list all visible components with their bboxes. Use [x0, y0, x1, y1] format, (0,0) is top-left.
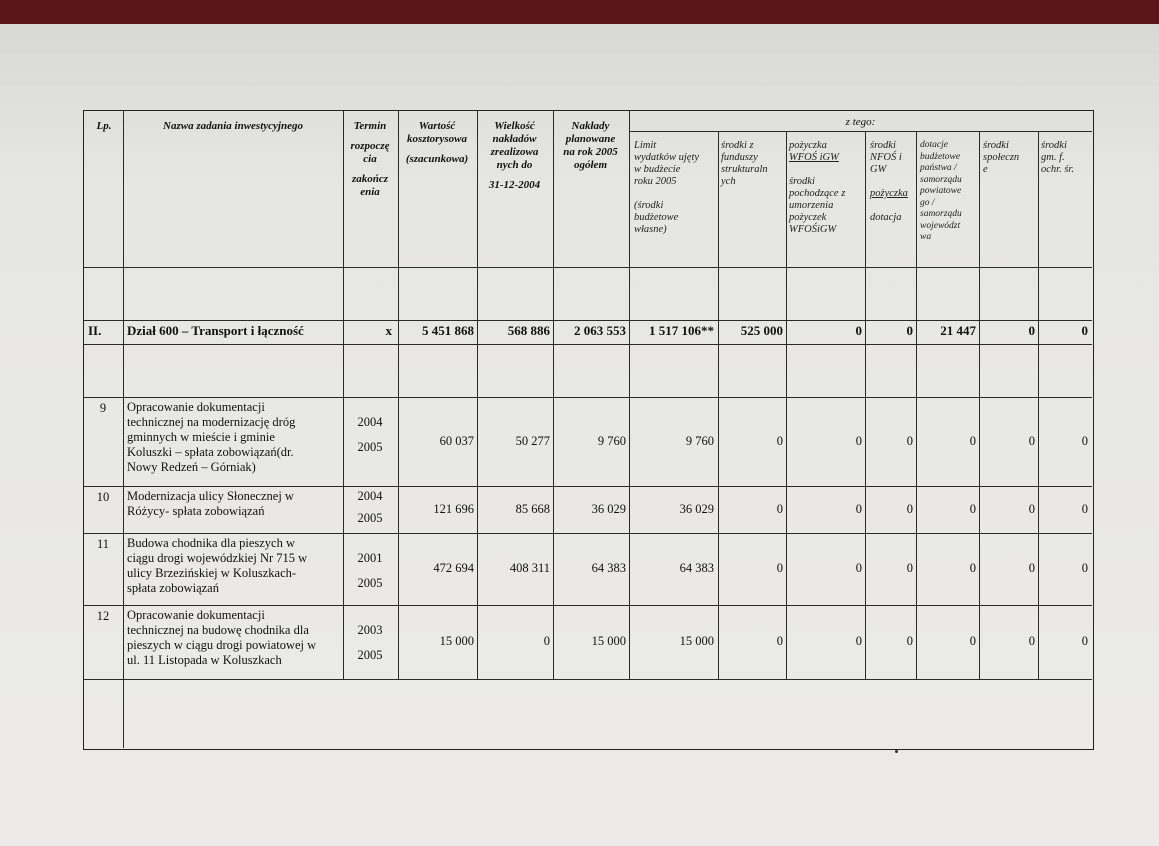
task-name-line: Koluszki – spłata zobowiązań(dr. — [127, 445, 294, 459]
section-term: x — [385, 323, 392, 338]
header-term: Termin rozpoczę cia zakończ enia — [350, 120, 390, 198]
task-name-line: Budowa chodnika dla pieszych w — [127, 536, 296, 550]
subheader-line: samorządu — [920, 174, 962, 185]
subheader-line — [634, 188, 718, 200]
row-value: 0 — [776, 634, 783, 648]
section-name: Dział 600 – Transport i łączność — [127, 323, 304, 338]
row-start-year: 2001 — [357, 551, 383, 565]
header-cost-estimate: Wartość kosztorysowa (szacunkowa) — [405, 120, 469, 165]
row-end-year: 2005 — [357, 576, 383, 590]
row-start-year: 2004 — [357, 415, 383, 429]
subheader-line: Limit — [634, 140, 657, 151]
row-value: 0 — [1028, 634, 1035, 648]
row-value: 0 — [1081, 433, 1088, 448]
row-value: 0 — [855, 634, 862, 648]
row-task-name — [127, 400, 343, 475]
subheader-line: środki z — [721, 140, 754, 151]
row-value: 472 694 — [433, 561, 474, 575]
row-start-year: 2004 — [357, 489, 383, 503]
task-name-line: Opracowanie dokumentacji — [127, 608, 265, 622]
subheader-line: powiatowe — [920, 186, 962, 196]
subheader-line: roku 2005 — [634, 176, 677, 187]
section-value: 568 886 — [507, 323, 550, 338]
subheader-line: dotacja — [870, 212, 902, 223]
row-value: 9 760 — [685, 433, 714, 448]
section-lp: II. — [88, 323, 102, 338]
row-value: 0 — [855, 501, 862, 516]
section-value: 2 063 553 — [574, 323, 626, 338]
section-value: 0 — [906, 323, 913, 338]
row-value: 0 — [855, 561, 862, 575]
task-name-line: spłata zobowiązań — [127, 581, 219, 595]
subheader-line: województ — [920, 220, 961, 231]
row-value: 0 — [1028, 561, 1035, 575]
subheader-line: umorzenia — [789, 200, 834, 211]
row-value: 0 — [776, 433, 783, 448]
header-planned-2005: Nakłady planowane na rok 2005 ogółem — [563, 120, 618, 171]
header-realized: Wielkość nakładów zrealizowa nych do 31-12-2004 — [488, 120, 541, 191]
subheader-line: wydatków ujęty — [634, 152, 700, 163]
section-value: 21 447 — [940, 323, 976, 338]
task-name-line: Opracowanie dokumentacji — [127, 400, 265, 414]
row-value: 36 029 — [679, 501, 714, 516]
task-name-line: ciągu drogi wojewódzkiej Nr 715 w — [127, 551, 308, 565]
subheader-limit — [634, 140, 718, 236]
subheader-wfos — [789, 140, 865, 236]
row-value: 15 000 — [591, 634, 626, 648]
subheader-line: funduszy — [721, 152, 758, 163]
row-value: 0 — [543, 634, 550, 648]
row-lp: 12 — [96, 609, 110, 623]
subheader-state-grants — [920, 140, 978, 244]
task-name-line: Różycy- spłata zobowiązań — [127, 504, 265, 518]
row-value: 0 — [906, 433, 913, 448]
task-name-line: pieszych w ciągu drogi powiatowej w — [127, 638, 317, 652]
subheader-line — [870, 200, 916, 212]
subheader-line: państwa / — [920, 163, 957, 173]
subheader-line: gm. f. — [1041, 152, 1065, 163]
subheader-line — [870, 176, 916, 188]
subheader-line: WFOŚ iGW — [789, 152, 839, 163]
task-name-line: technicznej na modernizację dróg — [127, 415, 296, 429]
row-value: 0 — [776, 561, 783, 575]
row-lp: 11 — [96, 537, 110, 551]
row-value: 9 760 — [597, 433, 626, 448]
subheader-line: go / — [920, 197, 935, 208]
row-value: 0 — [969, 634, 976, 648]
subheader-line: dotacje — [920, 140, 948, 150]
subheader-line: ych — [721, 176, 736, 187]
subheader-line — [789, 164, 865, 176]
row-value: 64 383 — [591, 561, 626, 575]
section-value: 525 000 — [740, 323, 783, 338]
row-end-year: 2005 — [357, 440, 383, 454]
row-end-year: 2005 — [357, 511, 383, 525]
subheader-line: pożyczek — [789, 212, 827, 223]
row-end-year: 2005 — [357, 648, 383, 662]
subheader-line: budżetowe — [920, 151, 961, 162]
row-task-name — [127, 536, 343, 596]
subheader-line: WFOŚiGW — [789, 224, 837, 235]
row-value: 0 — [1081, 634, 1088, 648]
subheader-line: pożyczka — [789, 140, 827, 151]
subheader-line: pochodzące z — [789, 188, 846, 199]
section-value: 1 517 106** — [649, 323, 714, 338]
row-value: 121 696 — [433, 501, 474, 516]
row-value: 85 668 — [515, 501, 550, 516]
row-value: 0 — [776, 501, 783, 516]
subheader-environment-fund — [1041, 140, 1091, 176]
header-of-which: z tego: — [845, 116, 876, 128]
scan-background — [0, 0, 1159, 26]
subheader-line: ochr. śr. — [1041, 164, 1074, 175]
row-value: 0 — [906, 501, 913, 516]
subheader-nfos — [870, 140, 916, 224]
section-value: 5 451 868 — [422, 323, 474, 338]
row-value: 64 383 — [679, 561, 714, 575]
subheader-line: GW — [870, 164, 887, 175]
subheader-line: własne) — [634, 224, 667, 235]
row-value: 408 311 — [509, 561, 550, 575]
row-task-name — [127, 489, 343, 519]
task-name-line: gminnych w mieście i gminie — [127, 430, 275, 444]
subheader-line: e — [983, 164, 988, 175]
subheader-line: strukturaln — [721, 164, 768, 175]
scan-speck — [895, 750, 898, 753]
row-value: 0 — [906, 561, 913, 575]
row-value: 0 — [969, 433, 976, 448]
subheader-line: budżetowe — [634, 212, 679, 223]
subheader-line: pożyczka — [870, 188, 908, 199]
row-value: 60 037 — [439, 433, 474, 448]
subheader-line: społeczn — [983, 152, 1020, 163]
subheader-line: środki — [983, 140, 1009, 151]
subheader-line: w budżecie — [634, 164, 681, 175]
row-value: 15 000 — [679, 634, 714, 648]
header-lp: Lp. — [96, 120, 112, 132]
subheader-line: (środki — [634, 200, 664, 211]
section-value: 0 — [855, 323, 862, 338]
subheader-social-funds — [983, 140, 1037, 176]
task-name-line: Modernizacja ulicy Słonecznej w — [127, 489, 294, 503]
row-value: 0 — [1081, 561, 1088, 575]
task-name-line: technicznej na budowę chodnika dla — [127, 623, 309, 637]
row-value: 0 — [1028, 501, 1035, 516]
row-value: 0 — [1081, 501, 1088, 516]
row-value: 0 — [906, 634, 913, 648]
row-start-year: 2003 — [357, 623, 383, 637]
row-value: 15 000 — [439, 634, 474, 648]
subheader-line: wa — [920, 232, 932, 242]
row-task-name — [127, 608, 343, 668]
subheader-line: samorządu — [920, 209, 962, 219]
subheader-structural-funds — [721, 140, 783, 188]
task-name-line: ulicy Brzezińskiej w Koluszkach- — [127, 566, 297, 580]
task-name-line: ul. 11 Listopada w Koluszkach — [127, 653, 282, 667]
task-name-line: Nowy Redzeń – Górniak) — [127, 460, 256, 474]
row-value: 0 — [1028, 433, 1035, 448]
row-lp: 9 — [99, 401, 107, 415]
row-value: 36 029 — [591, 501, 626, 516]
row-value: 0 — [969, 501, 976, 516]
subheader-line: środki — [870, 140, 896, 151]
section-value: 0 — [1081, 323, 1088, 338]
row-value: 50 277 — [515, 433, 550, 448]
subheader-line: środki — [1041, 140, 1067, 151]
header-task-name: Nazwa zadania inwestycyjnego — [163, 120, 303, 132]
row-value: 0 — [969, 561, 976, 575]
subheader-line: środki — [789, 176, 815, 187]
section-value: 0 — [1028, 323, 1035, 338]
subheader-line: NFOŚ i — [870, 152, 902, 163]
row-lp: 10 — [96, 490, 110, 504]
row-value: 0 — [855, 433, 862, 448]
